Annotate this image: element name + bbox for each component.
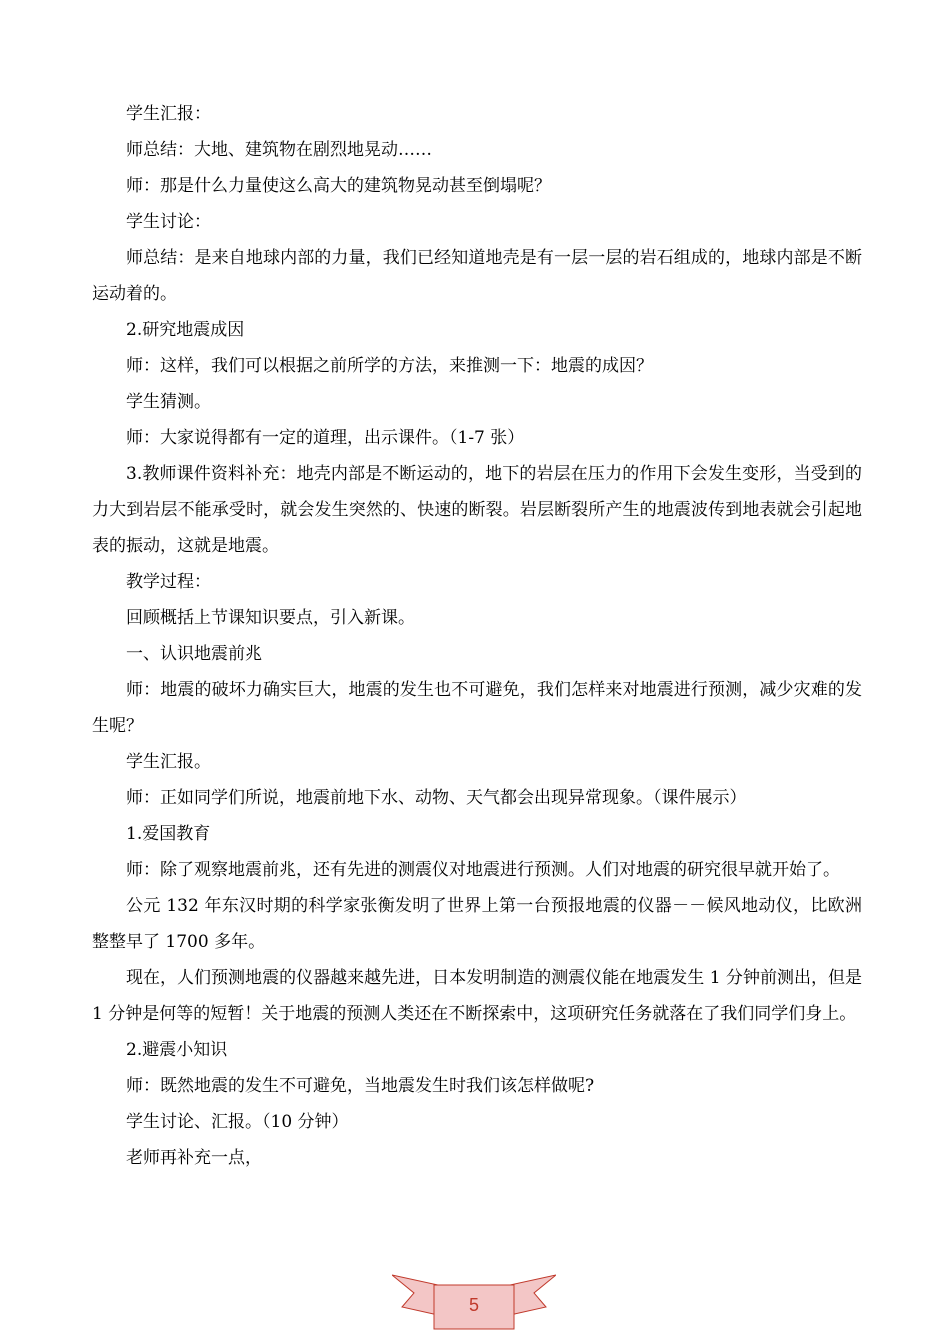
paragraph: 3.教师课件资料补充：地壳内部是不断运动的，地下的岩层在压力的作用下会发生变形，当受到的力大到岩层不能承受时，就会发生突然的、快速的断裂。岩层断裂所产生的地震波传到地表就会引起地表的振动，这就是地震。: [92, 464, 862, 556]
document-body: [92, 96, 862, 1176]
paragraph: 教学过程：: [126, 572, 211, 592]
section-heading: 一、认识地震前兆: [126, 644, 262, 664]
paragraph: 现在，人们预测地震的仪器越来越先进，日本发明制造的测震仪能在地震发生 1 分钟前测出，但是 1 分钟是何等的短暂！关于地震的预测人类还在不断探索中，这项研究任务就落在了我们同学们身上。: [92, 968, 862, 1024]
paragraph: 学生猜测。: [126, 392, 211, 412]
paragraph: 学生汇报：: [126, 104, 211, 124]
section-heading: 2.研究地震成因: [126, 320, 245, 340]
paragraph: 师：地震的破坏力确实巨大，地震的发生也不可避免，我们怎样来对地震进行预测，减少灾难的发生呢？: [92, 680, 862, 736]
paragraph: 师：既然地震的发生不可避免，当地震发生时我们该怎样做呢?: [126, 1076, 595, 1096]
paragraph: 师总结：是来自地球内部的力量，我们已经知道地壳是有一层一层的岩石组成的，地球内部是不断运动着的。: [92, 248, 862, 304]
section-heading: 1.爱国教育: [126, 824, 211, 844]
paragraph: 公元 132 年东汉时期的科学家张衡发明了世界上第一台预报地震的仪器－－候风地动仪，比欧洲整整早了 1700 多年。: [92, 896, 862, 952]
paragraph: 师：除了观察地震前兆，还有先进的测震仪对地震进行预测。人们对地震的研究很早就开始了。: [126, 860, 840, 880]
paragraph: 学生汇报。: [126, 752, 211, 772]
paragraph: 老师再补充一点，: [126, 1148, 262, 1168]
page-number: 5: [468, 1295, 479, 1315]
page-number-ribbon: [392, 1271, 556, 1337]
paragraph: 师：正如同学们所说，地震前地下水、动物、天气都会出现异常现象。（课件展示）: [126, 788, 747, 808]
paragraph: 回顾概括上节课知识要点，引入新课。: [126, 608, 415, 628]
paragraph: 师：这样，我们可以根据之前所学的方法，来推测一下：地震的成因？: [126, 356, 653, 376]
section-heading: 2.避震小知识: [126, 1040, 228, 1060]
paragraph: 学生讨论：: [126, 212, 211, 232]
paragraph: 学生讨论、汇报。（10 分钟）: [126, 1112, 349, 1132]
paragraph: 师：那是什么力量使这么高大的建筑物晃动甚至倒塌呢？: [126, 176, 551, 196]
paragraph: 师：大家说得都有一定的道理，出示课件。（1-7 张）: [126, 428, 525, 448]
paragraph: 师总结：大地、建筑物在剧烈地晃动……: [126, 140, 432, 160]
